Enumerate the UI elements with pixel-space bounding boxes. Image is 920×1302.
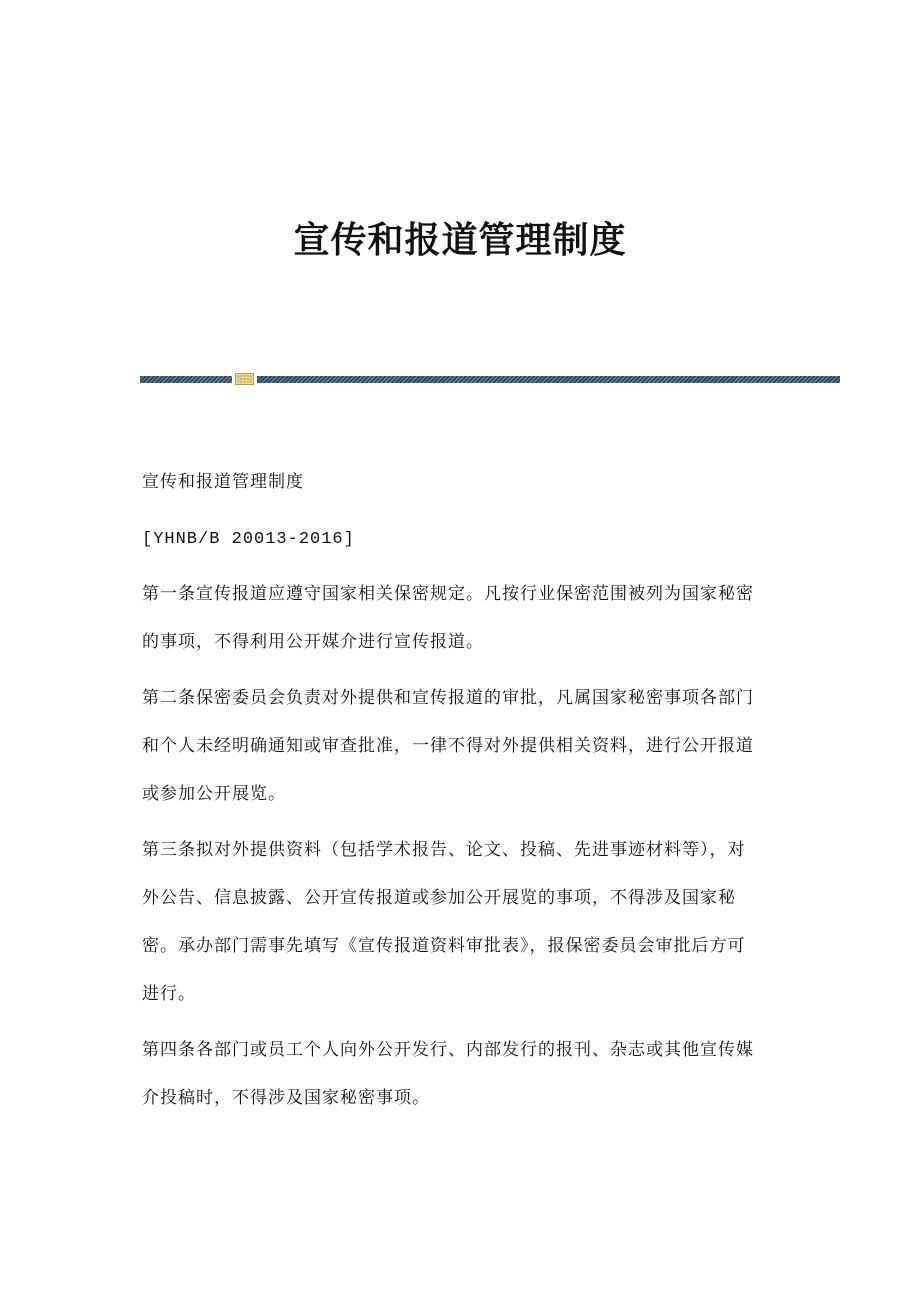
paragraph-line: 第三条拟对外提供资料（包括学术报告、论文、投稿、先进事迹材料等），对 — [142, 842, 746, 861]
paragraph-line: 第一条宣传报道应遵守国家相关保密规定。凡按行业保密范围被列为国家秘密 — [142, 586, 754, 605]
ornament-icon — [235, 373, 254, 385]
paragraph-line: 密。承办部门需事先填写《宣传报道资料审批表》，报保密委员会审批后方可 — [142, 938, 746, 957]
body-heading-block — [142, 460, 842, 508]
document-code: [YHNB/B 20013-2016] — [142, 530, 355, 549]
paragraph-line: 进行。 — [142, 986, 196, 1005]
paragraph-line: 或参加公开展览。 — [142, 786, 286, 805]
page-title: 宣传和报道管理制度 — [293, 219, 627, 261]
divider-left-segment — [140, 376, 232, 383]
article-2 — [142, 676, 842, 820]
body-heading: 宣传和报道管理制度 — [142, 474, 304, 493]
paragraph-line: 外公告、信息披露、公开宣传报道或参加公开展览的事项，不得涉及国家秘 — [142, 890, 736, 909]
article-1 — [142, 572, 842, 668]
document-code-block — [142, 516, 842, 564]
divider-right-segment — [257, 376, 840, 383]
paragraph-line: 第四条各部门或员工个人向外公开发行、内部发行的报刊、杂志或其他宣传媒 — [142, 1042, 754, 1061]
paragraph-line: 第二条保密委员会负责对外提供和宣传报道的审批，凡属国家秘密事项各部门 — [142, 690, 754, 709]
article-4 — [142, 1028, 842, 1124]
paragraph-line: 的事项，不得利用公开媒介进行宣传报道。 — [142, 634, 484, 653]
document-body — [142, 460, 842, 1132]
paragraph-line: 和个人未经明确通知或审查批准，一律不得对外提供相关资料，进行公开报道 — [142, 738, 754, 757]
article-3 — [142, 828, 842, 1020]
paragraph-line: 介投稿时，不得涉及国家秘密事项。 — [142, 1090, 430, 1109]
